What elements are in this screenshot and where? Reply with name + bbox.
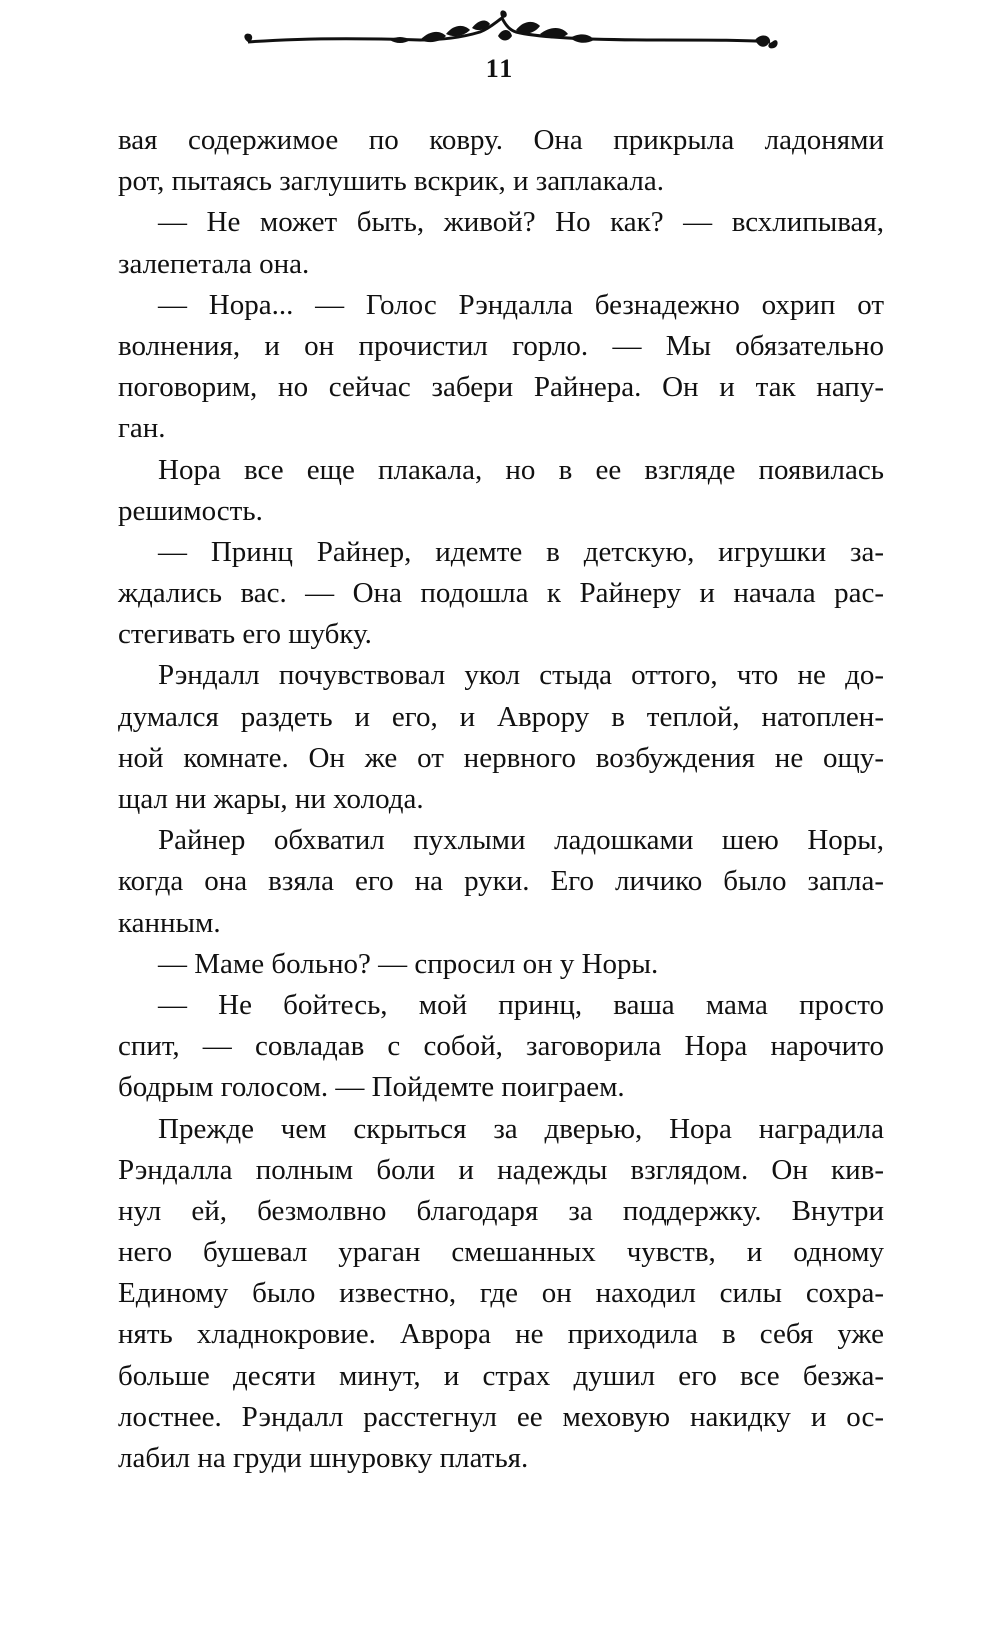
text-line: Нора все еще плакала, но в ее взгляде появилась — [158, 453, 884, 486]
text-line: Рэндалла полным боли и надежды взглядом. Он кив- — [118, 1153, 884, 1186]
text-line: — Нора... — Голос Рэндалла безнадежно охрип от — [158, 288, 884, 321]
text-line: нул ей, безмолвно благодаря за поддержку. Внутри — [118, 1194, 884, 1227]
text-line: канным. — [118, 906, 221, 939]
text-line: ждались вас. — Она подошла к Райнеру и начала рас- — [118, 577, 884, 610]
text-line: лостнее. Рэндалл расстегнул ее меховую накидку и ос- — [118, 1400, 884, 1433]
text-line: поговорим, но сейчас забери Райнера. Он и так напу- — [118, 371, 884, 404]
text-line: залепетала она. — [118, 247, 310, 280]
page-number: 11 — [485, 54, 515, 83]
text-line: Единому было известно, где он находил силы сохра- — [118, 1277, 884, 1310]
text-line: больше десяти минут, и страх душил его все безжа- — [118, 1359, 884, 1392]
body-text — [118, 120, 884, 1479]
text-line: ган. — [118, 412, 166, 445]
text-line: — Маме больно? — спросил он у Норы. — [158, 947, 659, 980]
text-line: щал ни жары, ни холода. — [118, 783, 424, 815]
text-line: Прежде чем скрыться за дверью, Нора наградила — [158, 1112, 884, 1145]
text-line: нять хладнокровие. Аврора не приходила в себя уже — [118, 1318, 884, 1351]
text-line: Райнер обхватил пухлыми ладошками шею Норы, — [158, 824, 884, 857]
text-line: — Принц Райнер, идемте в детскую, игрушки за- — [158, 535, 884, 568]
text-line: рот, пытаясь заглушить вскрик, и заплакала. — [118, 165, 664, 198]
text-line: когда она взяла его на руки. Его личико было запла- — [118, 865, 884, 898]
text-line: бодрым голосом. — Пойдемте поиграем. — [118, 1071, 625, 1104]
text-line: лабил на груди шнуровку платья. — [118, 1442, 529, 1474]
text-line: вая содержимое по ковру. Она прикрыла ладонями — [118, 124, 884, 156]
text-line: стегивать его шубку. — [118, 618, 372, 651]
text-line: — Не может быть, живой? Но как? — всхлипывая, — [158, 206, 884, 239]
text-line: него бушевал ураган смешанных чувств, и одному — [118, 1236, 884, 1269]
text-line: решимость. — [118, 494, 263, 527]
text-line: думался раздеть и его, и Аврору в теплой, натоплен- — [118, 700, 884, 733]
text-line: волнения, и он прочистил горло. — Мы обязательно — [118, 329, 884, 362]
text-line: — Не бойтесь, мой принц, ваша мама просто — [158, 988, 884, 1021]
text-line: ной комнате. Он же от нервного возбуждения не ощу- — [118, 741, 884, 774]
text-line: Рэндалл почувствовал укол стыда оттого, что не до- — [158, 659, 884, 692]
text-line: спит, — совладав с собой, заговорила Нора нарочито — [118, 1030, 884, 1063]
